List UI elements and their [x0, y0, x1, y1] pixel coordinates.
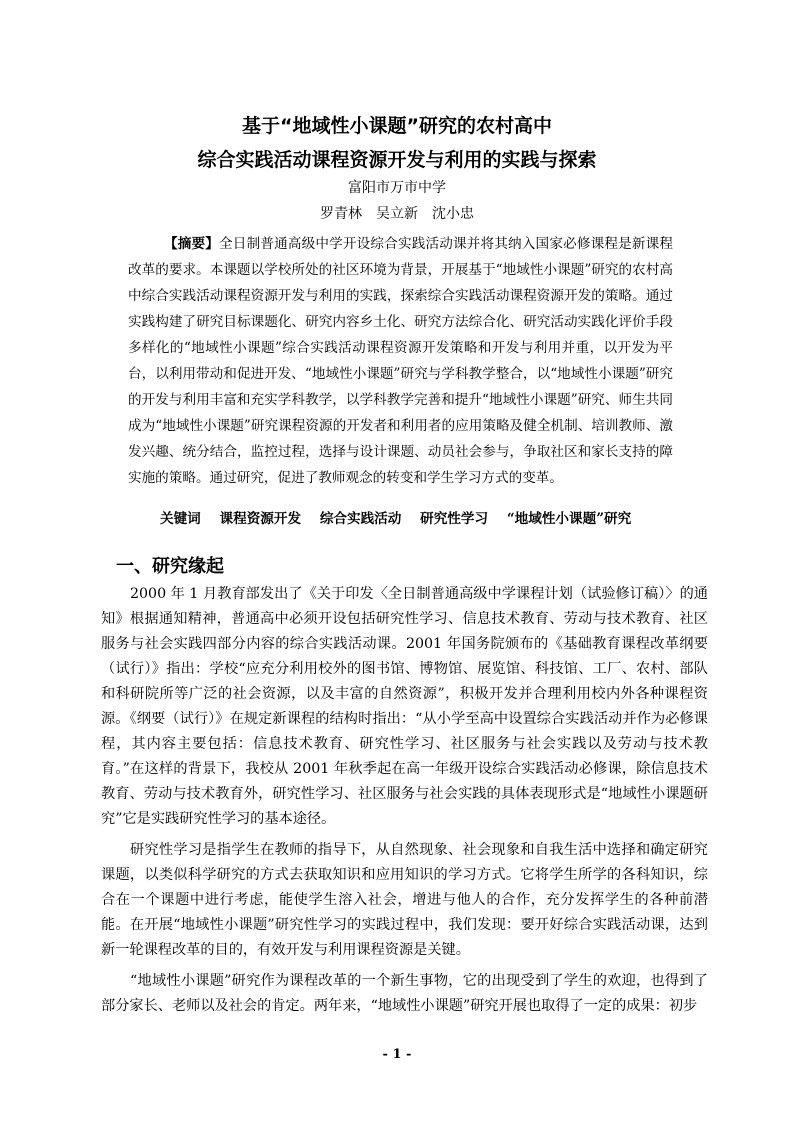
- body-paragraph: “地域性小课题”研究作为课程改革的一个新生事物，它的出现受到了学生的欢迎，也得到了部分家长、老师以及社会的肯定。两年来，“地域性小课题”研究开展也取得了一定的成果：初步: [101, 973, 708, 1014]
- document-title-line2: 综合实践活动课程资源开发与利用的实践与探索: [197, 149, 597, 171]
- author-list: 罗青林 吴立新 沈小忠: [320, 206, 474, 222]
- keywords-line: [160, 509, 660, 529]
- keywords-label: 关键词: [160, 511, 201, 527]
- page-number: - 1 -: [382, 1047, 412, 1062]
- abstract-text: 全日制普通高级中学开设综合实践活动课并将其纳入国家必修课程是新课程改革的要求。本课题以学校所处的社区环境为背景，开展基于“地域性小课题”研究的农村高中综合实践活动课程资源开发与利用的实践，探索综合实践活动课程资源开发的策略。通过实践构建了研究目标课题化、研究内容乡土化、研究方法综合化、研究活动实践化评价手段多样化的“地域性小课题”综合实践活动课程资源开发策略和开发与利用并重，以开发为平台，以利用带动和促进开发、“地域性小课题”研究与学科教学整合，以“地域性小课题”研究的开发与利用丰富和充实学科教学，以学科教学完善和提升“地域性小课题”研究、师生共同成为“地域性小课题”研究课程资源的开发者和利用者的应用策略及健全机制、培训教师、激发兴趣、统分结合，监控过程，选择与设计课题、动员社会参与，争取社区和家长支持的障实施的策略。通过研究，促进了教师观念的转变和学生学习方式的变革。: [128, 236, 673, 486]
- body-paragraph: 2000 年 1 月教育部发出了《关于印发〈全日制普通高级中学课程计划（试验修订稿）〉的通知》根据通知精神，普通高中必须开设包括研究性学习、信息技术教育、劳动与技术教育、社区服务与社会实践四部分内容的综合实践活动课。2001 年国务院颁布的《基础教育课程改革纲要（试行）》指出：学校“应充分利用校外的图书馆、博物馆、展览馆、科技馆、工厂、农村、部队和科研院所等广泛的社会资源，以及丰富的自然资源”，积极开发并合理利用校内外各种课程资源。《纲要（试行）》在规定新课程的结构时指出：“从小学至高中设置综合实践活动并作为必修课程，其内容主要包括：信息技术教育、研究性学习、社区服务与社会实践以及劳动与技术教育。”在这样的背景下，我校从 2001 年秋季起在高一年级开设综合实践活动必修课，除信息技术教育、劳动与技术教育外，研究性学习、社区服务与社会实践的具体表现形式是“地域性小课题研究”它是实践研究性学习的基本途径。: [101, 586, 708, 827]
- keyword-item: 课程资源开发: [219, 511, 302, 527]
- abstract-label: 【摘要】: [164, 236, 220, 252]
- body-text: [101, 582, 708, 1025]
- keyword-item: 综合实践活动: [319, 511, 402, 527]
- abstract-paragraph: [128, 231, 673, 491]
- keyword-item: 研究性学习: [420, 511, 489, 527]
- keyword-item: “地域性小课题”研究: [506, 511, 632, 527]
- body-paragraph: 研究性学习是指学生在教师的指导下，从自然现象、社会现象和自我生活中选择和确定研究课题，以类似科学研究的方式去获取知识和应用知识的学习方式。它将学生所学的各科知识，综合在一个课题中进行考虑，能使学生溶入社会，增进与他人的合作，充分发挥学生的各种前潜能。在开展“地域性小课题”研究性学习的实践过程中，我们发现：要开好综合实践活动课，达到新一轮课程改革的目的，有效开发与利用课程资源是关键。: [101, 842, 708, 958]
- abstract-block: [128, 231, 673, 491]
- section-heading: 一、研究缘起: [116, 556, 224, 577]
- document-title-line1: 基于“地域性小课题”研究的农村高中: [242, 115, 552, 137]
- school-name: 富阳市万市中学: [348, 180, 446, 196]
